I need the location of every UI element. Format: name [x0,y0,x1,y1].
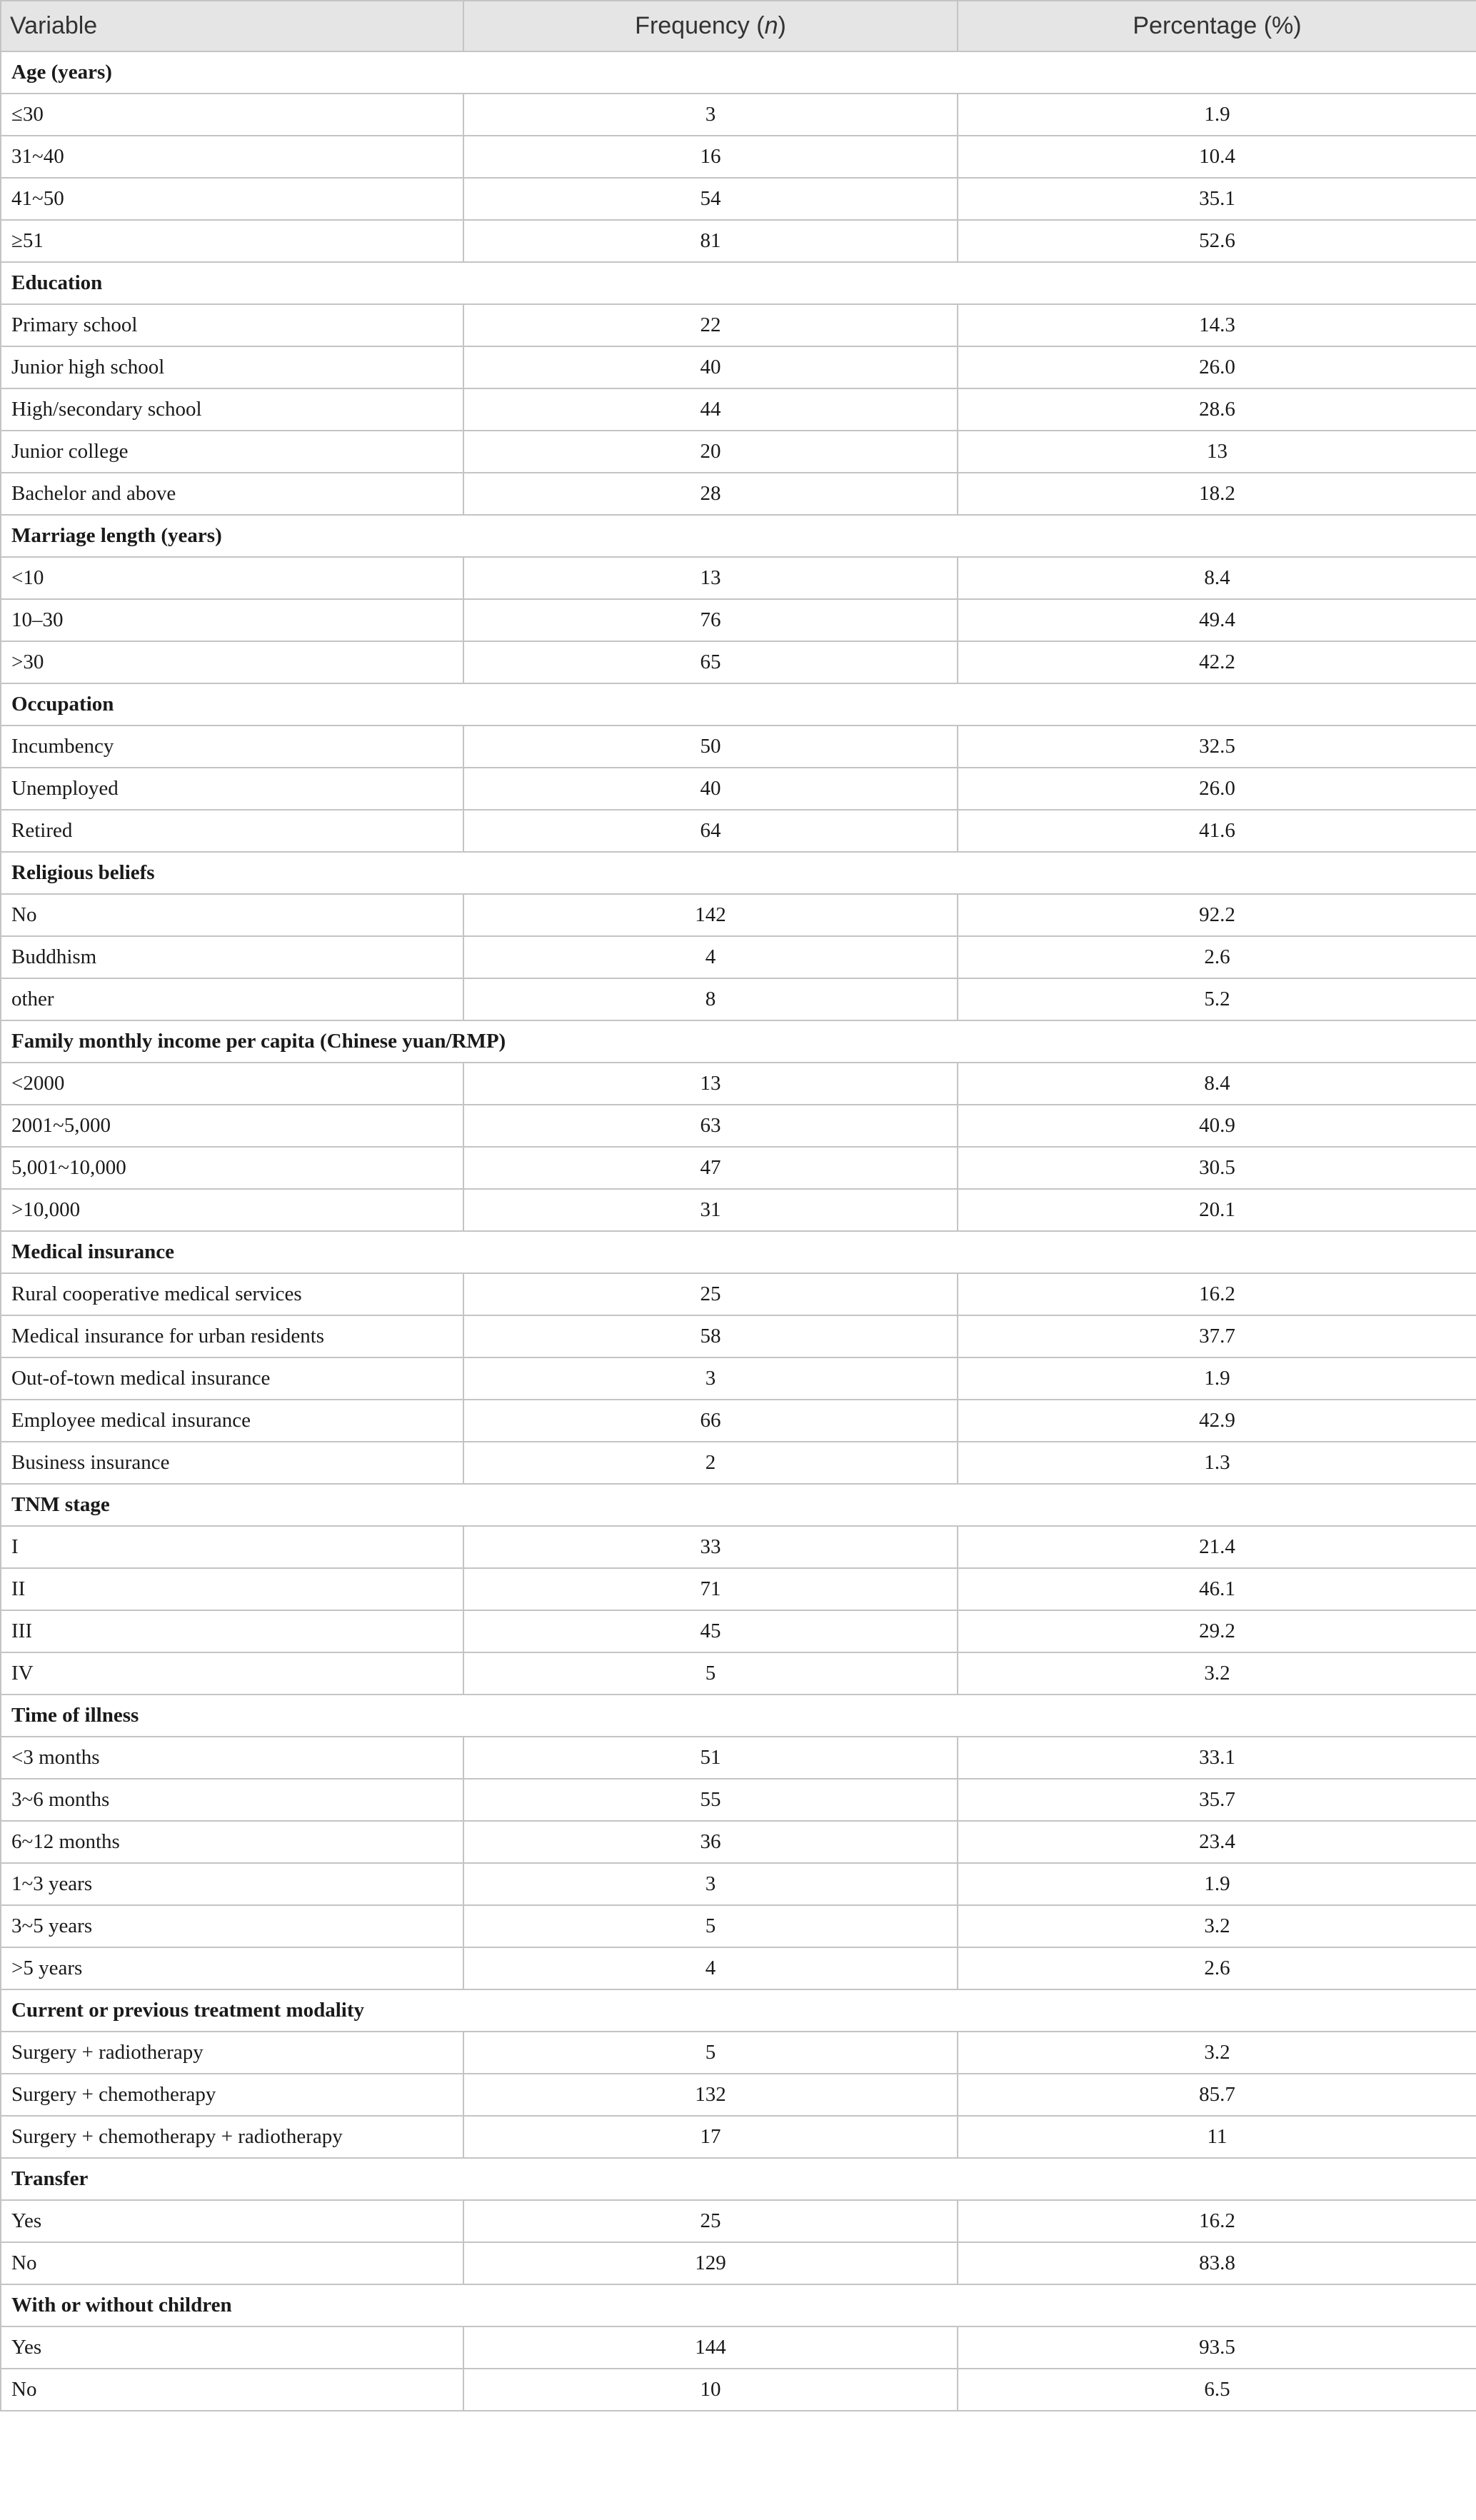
row-frequency: 5 [463,1652,958,1695]
row-frequency: 45 [463,1610,958,1652]
row-label: Surgery + radiotherapy [1,2032,463,2074]
row-label: <10 [1,557,463,599]
row-frequency: 3 [463,1863,958,1905]
section-title: Family monthly income per capita (Chinese yuan/RMP) [1,1020,1476,1063]
row-percentage: 3.2 [958,2032,1476,2074]
row-frequency: 44 [463,388,958,431]
section-header-row [1,1231,1476,1273]
header-frequency-close: ) [778,12,786,39]
row-frequency: 65 [463,641,958,683]
section-header-row [1,1484,1476,1526]
row-percentage: 20.1 [958,1189,1476,1231]
row-frequency: 66 [463,1400,958,1442]
row-frequency: 129 [463,2242,958,2284]
row-percentage: 28.6 [958,388,1476,431]
row-frequency: 3 [463,94,958,136]
section-title: Religious beliefs [1,852,1476,894]
row-percentage: 35.7 [958,1779,1476,1821]
row-percentage: 1.9 [958,1863,1476,1905]
table-row [1,2074,1476,2116]
table-row [1,1063,1476,1105]
table-row [1,2326,1476,2369]
row-percentage: 14.3 [958,304,1476,346]
section-title: Transfer [1,2158,1476,2200]
row-percentage: 83.8 [958,2242,1476,2284]
section-header-row [1,2158,1476,2200]
row-label: ≤30 [1,94,463,136]
row-label: 41~50 [1,178,463,220]
row-percentage: 35.1 [958,178,1476,220]
section-header-row [1,515,1476,557]
section-header-row [1,1695,1476,1737]
table-row [1,1652,1476,1695]
table-row [1,473,1476,515]
section-header-row [1,2284,1476,2326]
row-percentage: 26.0 [958,346,1476,388]
section-header-row [1,1989,1476,2032]
row-frequency: 28 [463,473,958,515]
table-row [1,1400,1476,1442]
row-label: Medical insurance for urban residents [1,1315,463,1357]
row-label: >30 [1,641,463,683]
row-frequency: 2 [463,1442,958,1484]
table-row [1,178,1476,220]
row-label: Yes [1,2200,463,2242]
header-frequency-var: n [764,12,778,39]
row-percentage: 40.9 [958,1105,1476,1147]
section-title: Time of illness [1,1695,1476,1737]
section-title: Age (years) [1,51,1476,94]
table-row [1,599,1476,641]
table-row [1,1863,1476,1905]
table-row [1,810,1476,852]
section-title: Education [1,262,1476,304]
table-row [1,1442,1476,1484]
row-percentage: 10.4 [958,136,1476,178]
row-percentage: 13 [958,431,1476,473]
row-label: <2000 [1,1063,463,1105]
row-label: <3 months [1,1737,463,1779]
row-label: Yes [1,2326,463,2369]
row-label: other [1,978,463,1020]
row-label: Surgery + chemotherapy [1,2074,463,2116]
row-percentage: 1.3 [958,1442,1476,1484]
row-label: Junior high school [1,346,463,388]
row-percentage: 37.7 [958,1315,1476,1357]
row-frequency: 50 [463,726,958,768]
row-frequency: 17 [463,2116,958,2158]
row-label: 31~40 [1,136,463,178]
row-label: I [1,1526,463,1568]
section-header-row [1,51,1476,94]
row-frequency: 4 [463,1947,958,1989]
table-row [1,557,1476,599]
row-percentage: 32.5 [958,726,1476,768]
table-row [1,2200,1476,2242]
row-percentage: 33.1 [958,1737,1476,1779]
row-frequency: 63 [463,1105,958,1147]
row-label: ≥51 [1,220,463,262]
row-label: II [1,1568,463,1610]
row-frequency: 33 [463,1526,958,1568]
row-label: Retired [1,810,463,852]
row-label: 5,001~10,000 [1,1147,463,1189]
row-label: 1~3 years [1,1863,463,1905]
row-percentage: 3.2 [958,1905,1476,1947]
table-row [1,1779,1476,1821]
section-header-row [1,262,1476,304]
row-frequency: 64 [463,810,958,852]
table-row [1,1357,1476,1400]
table-row [1,978,1476,1020]
row-frequency: 22 [463,304,958,346]
table-row [1,936,1476,978]
table-header-row [1,1,1476,51]
row-frequency: 71 [463,1568,958,1610]
table-row [1,304,1476,346]
row-percentage: 8.4 [958,557,1476,599]
row-frequency: 81 [463,220,958,262]
row-frequency: 25 [463,1273,958,1315]
row-frequency: 13 [463,557,958,599]
row-frequency: 76 [463,599,958,641]
section-title: TNM stage [1,1484,1476,1526]
row-label: III [1,1610,463,1652]
table-row [1,431,1476,473]
row-label: Surgery + chemotherapy + radiotherapy [1,2116,463,2158]
row-percentage: 30.5 [958,1147,1476,1189]
row-label: Buddhism [1,936,463,978]
row-percentage: 93.5 [958,2326,1476,2369]
row-label: 2001~5,000 [1,1105,463,1147]
row-frequency: 47 [463,1147,958,1189]
table-row [1,1189,1476,1231]
row-percentage: 21.4 [958,1526,1476,1568]
row-frequency: 10 [463,2369,958,2411]
row-label: High/secondary school [1,388,463,431]
row-label: >10,000 [1,1189,463,1231]
row-frequency: 51 [463,1737,958,1779]
table-row [1,1821,1476,1863]
row-frequency: 25 [463,2200,958,2242]
header-frequency [463,1,958,51]
section-header-row [1,1020,1476,1063]
row-frequency: 142 [463,894,958,936]
row-percentage: 85.7 [958,2074,1476,2116]
row-percentage: 92.2 [958,894,1476,936]
row-percentage: 49.4 [958,599,1476,641]
table-row [1,1905,1476,1947]
row-frequency: 40 [463,768,958,810]
row-label: Primary school [1,304,463,346]
row-label: Business insurance [1,1442,463,1484]
table-row [1,94,1476,136]
table-row [1,2242,1476,2284]
row-frequency: 8 [463,978,958,1020]
row-frequency: 36 [463,1821,958,1863]
row-label: 3~6 months [1,1779,463,1821]
row-percentage: 46.1 [958,1568,1476,1610]
row-percentage: 16.2 [958,2200,1476,2242]
table-row [1,2369,1476,2411]
table-row [1,726,1476,768]
section-title: Current or previous treatment modality [1,1989,1476,2032]
section-title: Medical insurance [1,1231,1476,1273]
table-row [1,1273,1476,1315]
row-label: Employee medical insurance [1,1400,463,1442]
row-frequency: 31 [463,1189,958,1231]
row-frequency: 20 [463,431,958,473]
section-header-row [1,852,1476,894]
row-frequency: 132 [463,2074,958,2116]
table-row [1,1737,1476,1779]
row-frequency: 58 [463,1315,958,1357]
row-percentage: 42.2 [958,641,1476,683]
row-percentage: 1.9 [958,1357,1476,1400]
row-label: No [1,2369,463,2411]
table-row [1,2032,1476,2074]
row-frequency: 16 [463,136,958,178]
table-row [1,2116,1476,2158]
table-row [1,136,1476,178]
row-percentage: 2.6 [958,1947,1476,1989]
table-row [1,1947,1476,1989]
row-label: No [1,2242,463,2284]
row-percentage: 26.0 [958,768,1476,810]
row-label: >5 years [1,1947,463,1989]
section-title: Occupation [1,683,1476,726]
table-row [1,894,1476,936]
row-percentage: 16.2 [958,1273,1476,1315]
table-body [1,51,1476,2411]
table-row [1,768,1476,810]
row-percentage: 11 [958,2116,1476,2158]
row-percentage: 5.2 [958,978,1476,1020]
row-label: IV [1,1652,463,1695]
table-row [1,1147,1476,1189]
table-row [1,1610,1476,1652]
row-frequency: 144 [463,2326,958,2369]
row-label: Rural cooperative medical services [1,1273,463,1315]
row-label: 10–30 [1,599,463,641]
table-row [1,220,1476,262]
row-frequency: 4 [463,936,958,978]
row-percentage: 6.5 [958,2369,1476,2411]
row-percentage: 23.4 [958,1821,1476,1863]
row-label: Bachelor and above [1,473,463,515]
row-label: 3~5 years [1,1905,463,1947]
row-label: No [1,894,463,936]
header-variable: Variable [1,1,463,51]
row-percentage: 42.9 [958,1400,1476,1442]
row-frequency: 3 [463,1357,958,1400]
table-row [1,641,1476,683]
row-percentage: 41.6 [958,810,1476,852]
section-title: With or without children [1,2284,1476,2326]
row-frequency: 5 [463,1905,958,1947]
row-frequency: 55 [463,1779,958,1821]
section-title: Marriage length (years) [1,515,1476,557]
row-percentage: 52.6 [958,220,1476,262]
row-frequency: 13 [463,1063,958,1105]
section-header-row [1,683,1476,726]
row-percentage: 3.2 [958,1652,1476,1695]
row-frequency: 54 [463,178,958,220]
row-label: Out-of-town medical insurance [1,1357,463,1400]
table-row [1,1315,1476,1357]
header-frequency-label: Frequency ( [635,12,765,39]
row-label: Junior college [1,431,463,473]
row-label: Unemployed [1,768,463,810]
header-percentage: Percentage (%) [958,1,1476,51]
row-percentage: 2.6 [958,936,1476,978]
row-frequency: 5 [463,2032,958,2074]
row-label: Incumbency [1,726,463,768]
row-percentage: 18.2 [958,473,1476,515]
row-frequency: 40 [463,346,958,388]
table-row [1,1526,1476,1568]
row-percentage: 1.9 [958,94,1476,136]
row-label: 6~12 months [1,1821,463,1863]
table-row [1,1105,1476,1147]
row-percentage: 29.2 [958,1610,1476,1652]
table-row [1,346,1476,388]
table-row [1,1568,1476,1610]
table-row [1,388,1476,431]
row-percentage: 8.4 [958,1063,1476,1105]
